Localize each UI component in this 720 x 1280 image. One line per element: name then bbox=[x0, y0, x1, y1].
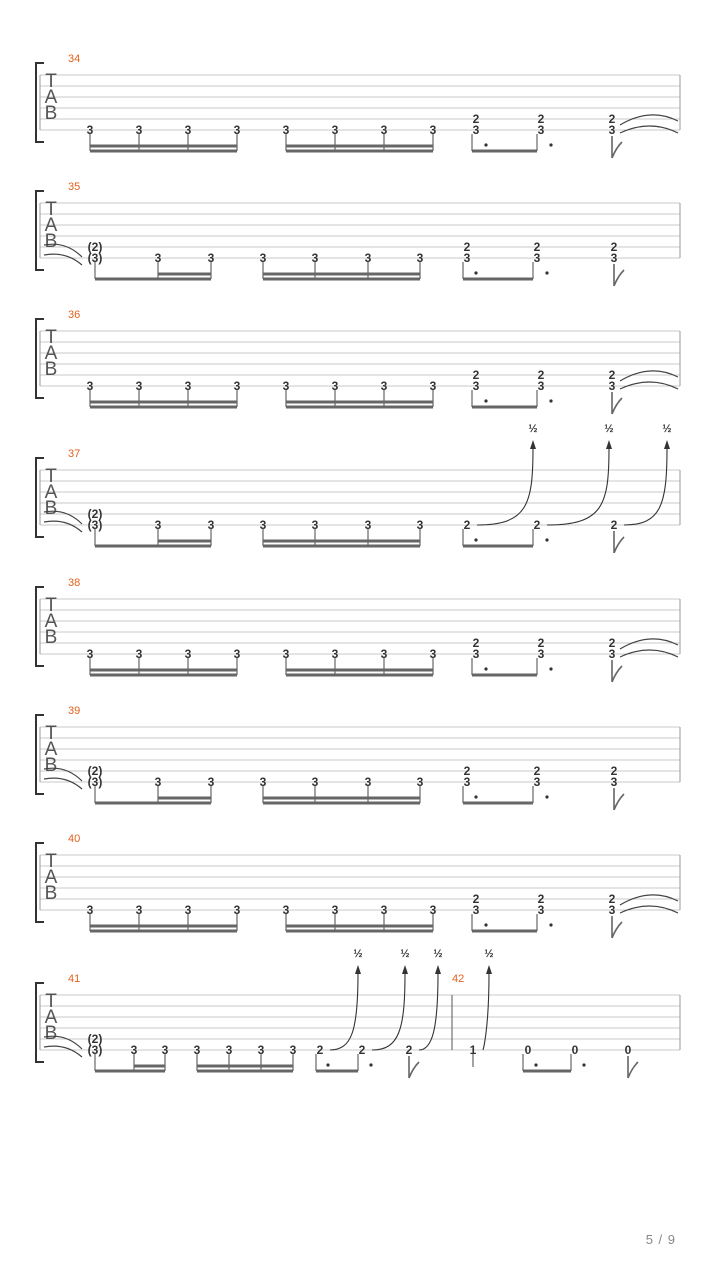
fret-number: 3 bbox=[207, 775, 215, 789]
bend-curve bbox=[547, 448, 609, 525]
beam bbox=[286, 669, 433, 672]
fret-number: 3 bbox=[154, 775, 162, 789]
beam bbox=[197, 1065, 293, 1068]
beam bbox=[95, 802, 211, 805]
tab-clef-b: B bbox=[44, 755, 58, 776]
fret-number: (3) bbox=[87, 518, 103, 532]
beam bbox=[263, 797, 420, 800]
fret-number: 3 bbox=[233, 647, 241, 661]
fret-number: 3 bbox=[463, 775, 471, 789]
note-flag bbox=[614, 531, 624, 553]
fret-number: 3 bbox=[608, 379, 616, 393]
fret-number: 2 bbox=[533, 518, 541, 532]
fret-number: 3 bbox=[608, 647, 616, 661]
fret-number: 2 bbox=[358, 1043, 366, 1057]
beam bbox=[134, 1065, 165, 1068]
fret-number: 2 bbox=[463, 240, 471, 254]
note-flag bbox=[614, 264, 624, 286]
fret-number: 3 bbox=[380, 123, 388, 137]
fret-number: 3 bbox=[184, 647, 192, 661]
beam bbox=[286, 150, 433, 153]
rhythm-dot bbox=[545, 538, 548, 541]
fret-number: 3 bbox=[533, 775, 541, 789]
note-flag bbox=[614, 788, 624, 810]
fret-number: 3 bbox=[135, 123, 143, 137]
fret-number: 3 bbox=[207, 518, 215, 532]
fret-number: 3 bbox=[161, 1043, 169, 1057]
fret-number: 2 bbox=[608, 112, 616, 126]
bend-curve bbox=[624, 448, 667, 525]
measure-number: 40 bbox=[68, 833, 81, 845]
beam bbox=[472, 674, 537, 677]
fret-number: 3 bbox=[331, 647, 339, 661]
rhythm-dot bbox=[549, 399, 552, 402]
beam bbox=[90, 674, 237, 677]
fret-number: 0 bbox=[624, 1043, 632, 1057]
fret-number: 3 bbox=[135, 647, 143, 661]
fret-number: 2 bbox=[537, 368, 545, 382]
beam bbox=[90, 150, 237, 153]
beam bbox=[90, 930, 237, 933]
fret-number: 3 bbox=[184, 903, 192, 917]
fret-number: 3 bbox=[259, 518, 267, 532]
rhythm-dot bbox=[369, 1063, 372, 1066]
fret-number: 2 bbox=[316, 1043, 324, 1057]
fret-number: 3 bbox=[537, 123, 545, 137]
tie bbox=[620, 371, 678, 381]
fret-number: (3) bbox=[87, 251, 103, 265]
fret-number: 3 bbox=[282, 647, 290, 661]
fret-number: 2 bbox=[472, 636, 480, 650]
tab-clef-t: T bbox=[45, 991, 57, 1012]
beam bbox=[463, 802, 533, 805]
tie bbox=[44, 521, 82, 532]
note-flag bbox=[628, 1056, 638, 1078]
bend-arrowhead bbox=[664, 440, 670, 449]
tie bbox=[44, 254, 82, 265]
beam bbox=[158, 540, 211, 543]
fret-number: 3 bbox=[380, 379, 388, 393]
fret-number: 3 bbox=[86, 903, 94, 917]
tab-clef-a: A bbox=[44, 611, 58, 632]
note-flag bbox=[612, 660, 622, 682]
tab-clef-t: T bbox=[45, 71, 57, 92]
fret-number: 3 bbox=[533, 251, 541, 265]
fret-number: 3 bbox=[472, 647, 480, 661]
tab-clef-b: B bbox=[44, 1023, 58, 1044]
tab-clef-t: T bbox=[45, 723, 57, 744]
bend-curve bbox=[372, 973, 405, 1050]
measure-number: 37 bbox=[68, 448, 81, 460]
rhythm-dot bbox=[534, 1063, 537, 1066]
beam bbox=[286, 930, 433, 933]
tab-clef-a: A bbox=[44, 87, 58, 108]
fret-number: (2) bbox=[87, 1032, 103, 1046]
note-flag bbox=[612, 916, 622, 938]
fret-number: 3 bbox=[608, 123, 616, 137]
tab-clef-b: B bbox=[44, 103, 58, 124]
rhythm-dot bbox=[484, 923, 487, 926]
bend-arrowhead bbox=[486, 965, 492, 974]
fret-number: 3 bbox=[233, 123, 241, 137]
fret-number: 3 bbox=[259, 251, 267, 265]
fret-number: 3 bbox=[429, 903, 437, 917]
fret-number: 3 bbox=[429, 379, 437, 393]
tab-clef-t: T bbox=[45, 851, 57, 872]
fret-number: 3 bbox=[311, 251, 319, 265]
fret-number: 3 bbox=[259, 775, 267, 789]
fret-number: 3 bbox=[537, 903, 545, 917]
fret-number: 3 bbox=[429, 123, 437, 137]
tab-clef-t: T bbox=[45, 595, 57, 616]
beam bbox=[316, 1070, 358, 1073]
beam bbox=[90, 406, 237, 409]
measure-number: 36 bbox=[68, 309, 81, 321]
fret-number: 2 bbox=[472, 368, 480, 382]
beam bbox=[463, 278, 533, 281]
fret-number: 3 bbox=[193, 1043, 201, 1057]
bend-label: ½ bbox=[662, 423, 672, 435]
note-flag bbox=[612, 136, 622, 158]
tie bbox=[44, 1046, 82, 1057]
beam bbox=[263, 540, 420, 543]
tab-clef-b: B bbox=[44, 498, 58, 519]
bend-arrowhead bbox=[530, 440, 536, 449]
tab-clef-b: B bbox=[44, 231, 58, 252]
fret-number: (2) bbox=[87, 507, 103, 521]
beam bbox=[463, 545, 533, 548]
bend-curve bbox=[483, 973, 489, 1050]
beam bbox=[158, 797, 211, 800]
fret-number: 3 bbox=[289, 1043, 297, 1057]
beam bbox=[95, 278, 211, 281]
fret-number: 3 bbox=[154, 518, 162, 532]
fret-number: 3 bbox=[282, 379, 290, 393]
beam bbox=[158, 273, 211, 276]
fret-number: 2 bbox=[608, 636, 616, 650]
fret-number: 3 bbox=[463, 251, 471, 265]
rhythm-dot bbox=[549, 667, 552, 670]
fret-number: 2 bbox=[537, 112, 545, 126]
fret-number: 3 bbox=[184, 379, 192, 393]
fret-number: 2 bbox=[610, 764, 618, 778]
fret-number: 2 bbox=[608, 892, 616, 906]
tab-clef-a: A bbox=[44, 739, 58, 760]
tie bbox=[44, 778, 82, 789]
fret-number: 3 bbox=[135, 903, 143, 917]
beam bbox=[472, 930, 537, 933]
tab-clef-a: A bbox=[44, 867, 58, 888]
rhythm-dot bbox=[484, 143, 487, 146]
bend-label: ½ bbox=[353, 948, 363, 960]
measure-number: 35 bbox=[68, 181, 81, 193]
fret-number: 3 bbox=[429, 647, 437, 661]
page-number: 5 / 9 bbox=[645, 1232, 676, 1247]
bend-arrowhead bbox=[402, 965, 408, 974]
fret-number: 3 bbox=[380, 647, 388, 661]
beam bbox=[286, 145, 433, 148]
fret-number: (2) bbox=[87, 240, 103, 254]
measure-number: 39 bbox=[68, 705, 81, 717]
tie bbox=[620, 639, 678, 649]
fret-number: 2 bbox=[405, 1043, 413, 1057]
bend-curve bbox=[330, 973, 358, 1050]
fret-number: 2 bbox=[463, 764, 471, 778]
beam bbox=[286, 406, 433, 409]
beam bbox=[286, 674, 433, 677]
measure-number: 41 bbox=[68, 973, 81, 985]
beam bbox=[472, 406, 537, 409]
measure-number: 38 bbox=[68, 577, 81, 589]
bend-curve bbox=[419, 973, 438, 1050]
rhythm-dot bbox=[545, 795, 548, 798]
tab-clef-b: B bbox=[44, 627, 58, 648]
fret-number: 2 bbox=[537, 892, 545, 906]
rhythm-dot bbox=[474, 795, 477, 798]
fret-number: 0 bbox=[524, 1043, 532, 1057]
beam bbox=[90, 669, 237, 672]
beam bbox=[95, 1070, 165, 1073]
rhythm-dot bbox=[582, 1063, 585, 1066]
bend-curve bbox=[477, 448, 533, 525]
rhythm-dot bbox=[549, 143, 552, 146]
bend-label: ½ bbox=[604, 423, 614, 435]
tab-clef-t: T bbox=[45, 199, 57, 220]
fret-number: 2 bbox=[537, 636, 545, 650]
fret-number: 3 bbox=[257, 1043, 265, 1057]
fret-number: 3 bbox=[608, 903, 616, 917]
fret-number: 2 bbox=[472, 112, 480, 126]
rhythm-dot bbox=[484, 399, 487, 402]
bend-arrowhead bbox=[606, 440, 612, 449]
fret-number: 3 bbox=[364, 775, 372, 789]
fret-number: 3 bbox=[282, 123, 290, 137]
rhythm-dot bbox=[545, 271, 548, 274]
fret-number: 2 bbox=[610, 240, 618, 254]
fret-number: 1 bbox=[469, 1043, 477, 1057]
bend-label: ½ bbox=[484, 948, 494, 960]
fret-number: 3 bbox=[610, 251, 618, 265]
fret-number: 3 bbox=[416, 251, 424, 265]
fret-number: (2) bbox=[87, 764, 103, 778]
fret-number: 2 bbox=[533, 240, 541, 254]
fret-number: 3 bbox=[537, 647, 545, 661]
beam bbox=[263, 278, 420, 281]
fret-number: 3 bbox=[135, 379, 143, 393]
fret-number: 2 bbox=[610, 518, 618, 532]
fret-number: 3 bbox=[311, 775, 319, 789]
fret-number: 3 bbox=[233, 903, 241, 917]
fret-number: 3 bbox=[86, 123, 94, 137]
beam bbox=[90, 925, 237, 928]
beam bbox=[197, 1070, 293, 1073]
beam bbox=[90, 401, 237, 404]
tie bbox=[620, 115, 678, 125]
fret-number: 3 bbox=[225, 1043, 233, 1057]
fret-number: 3 bbox=[364, 251, 372, 265]
tab-clef-a: A bbox=[44, 1007, 58, 1028]
fret-number: 3 bbox=[416, 775, 424, 789]
fret-number: 2 bbox=[472, 892, 480, 906]
measure-number: 42 bbox=[452, 973, 465, 985]
bend-label: ½ bbox=[433, 948, 443, 960]
fret-number: 2 bbox=[463, 518, 471, 532]
fret-number: 3 bbox=[86, 647, 94, 661]
fret-number: 3 bbox=[207, 251, 215, 265]
fret-number: 3 bbox=[331, 123, 339, 137]
beam bbox=[95, 545, 211, 548]
tab-clef-b: B bbox=[44, 883, 58, 904]
fret-number: 3 bbox=[86, 379, 94, 393]
note-flag bbox=[409, 1056, 419, 1078]
beam bbox=[90, 145, 237, 148]
beam bbox=[286, 925, 433, 928]
note-flag bbox=[612, 392, 622, 414]
tab-clef-t: T bbox=[45, 327, 57, 348]
fret-number: 3 bbox=[472, 379, 480, 393]
fret-number: 3 bbox=[130, 1043, 138, 1057]
fret-number: 3 bbox=[184, 123, 192, 137]
fret-number: 3 bbox=[364, 518, 372, 532]
fret-number: (3) bbox=[87, 775, 103, 789]
rhythm-dot bbox=[549, 923, 552, 926]
tab-clef-a: A bbox=[44, 215, 58, 236]
fret-number: 3 bbox=[472, 903, 480, 917]
rhythm-dot bbox=[474, 538, 477, 541]
tie bbox=[620, 895, 678, 905]
bend-arrowhead bbox=[355, 965, 361, 974]
fret-number: 3 bbox=[610, 775, 618, 789]
fret-number: 0 bbox=[571, 1043, 579, 1057]
rhythm-dot bbox=[474, 271, 477, 274]
fret-number: 3 bbox=[331, 379, 339, 393]
fret-number: 3 bbox=[416, 518, 424, 532]
fret-number: 3 bbox=[331, 903, 339, 917]
rhythm-dot bbox=[326, 1063, 329, 1066]
fret-number: 3 bbox=[380, 903, 388, 917]
bend-arrowhead bbox=[435, 965, 441, 974]
rhythm-dot bbox=[484, 667, 487, 670]
fret-number: 3 bbox=[282, 903, 290, 917]
fret-number: 3 bbox=[233, 379, 241, 393]
tab-clef-b: B bbox=[44, 359, 58, 380]
tab-clef-t: T bbox=[45, 466, 57, 487]
measure-number: 34 bbox=[68, 53, 81, 65]
fret-number: 3 bbox=[472, 123, 480, 137]
fret-number: 2 bbox=[608, 368, 616, 382]
fret-number: 3 bbox=[154, 251, 162, 265]
beam bbox=[472, 150, 537, 153]
tab-clef-a: A bbox=[44, 482, 58, 503]
bend-label: ½ bbox=[400, 948, 410, 960]
beam bbox=[523, 1070, 571, 1073]
beam bbox=[263, 273, 420, 276]
bend-label: ½ bbox=[528, 423, 538, 435]
beam bbox=[263, 802, 420, 805]
beam bbox=[263, 545, 420, 548]
fret-number: 3 bbox=[311, 518, 319, 532]
fret-number: 2 bbox=[533, 764, 541, 778]
tab-clef-a: A bbox=[44, 343, 58, 364]
fret-number: (3) bbox=[87, 1043, 103, 1057]
fret-number: 3 bbox=[537, 379, 545, 393]
beam bbox=[286, 401, 433, 404]
